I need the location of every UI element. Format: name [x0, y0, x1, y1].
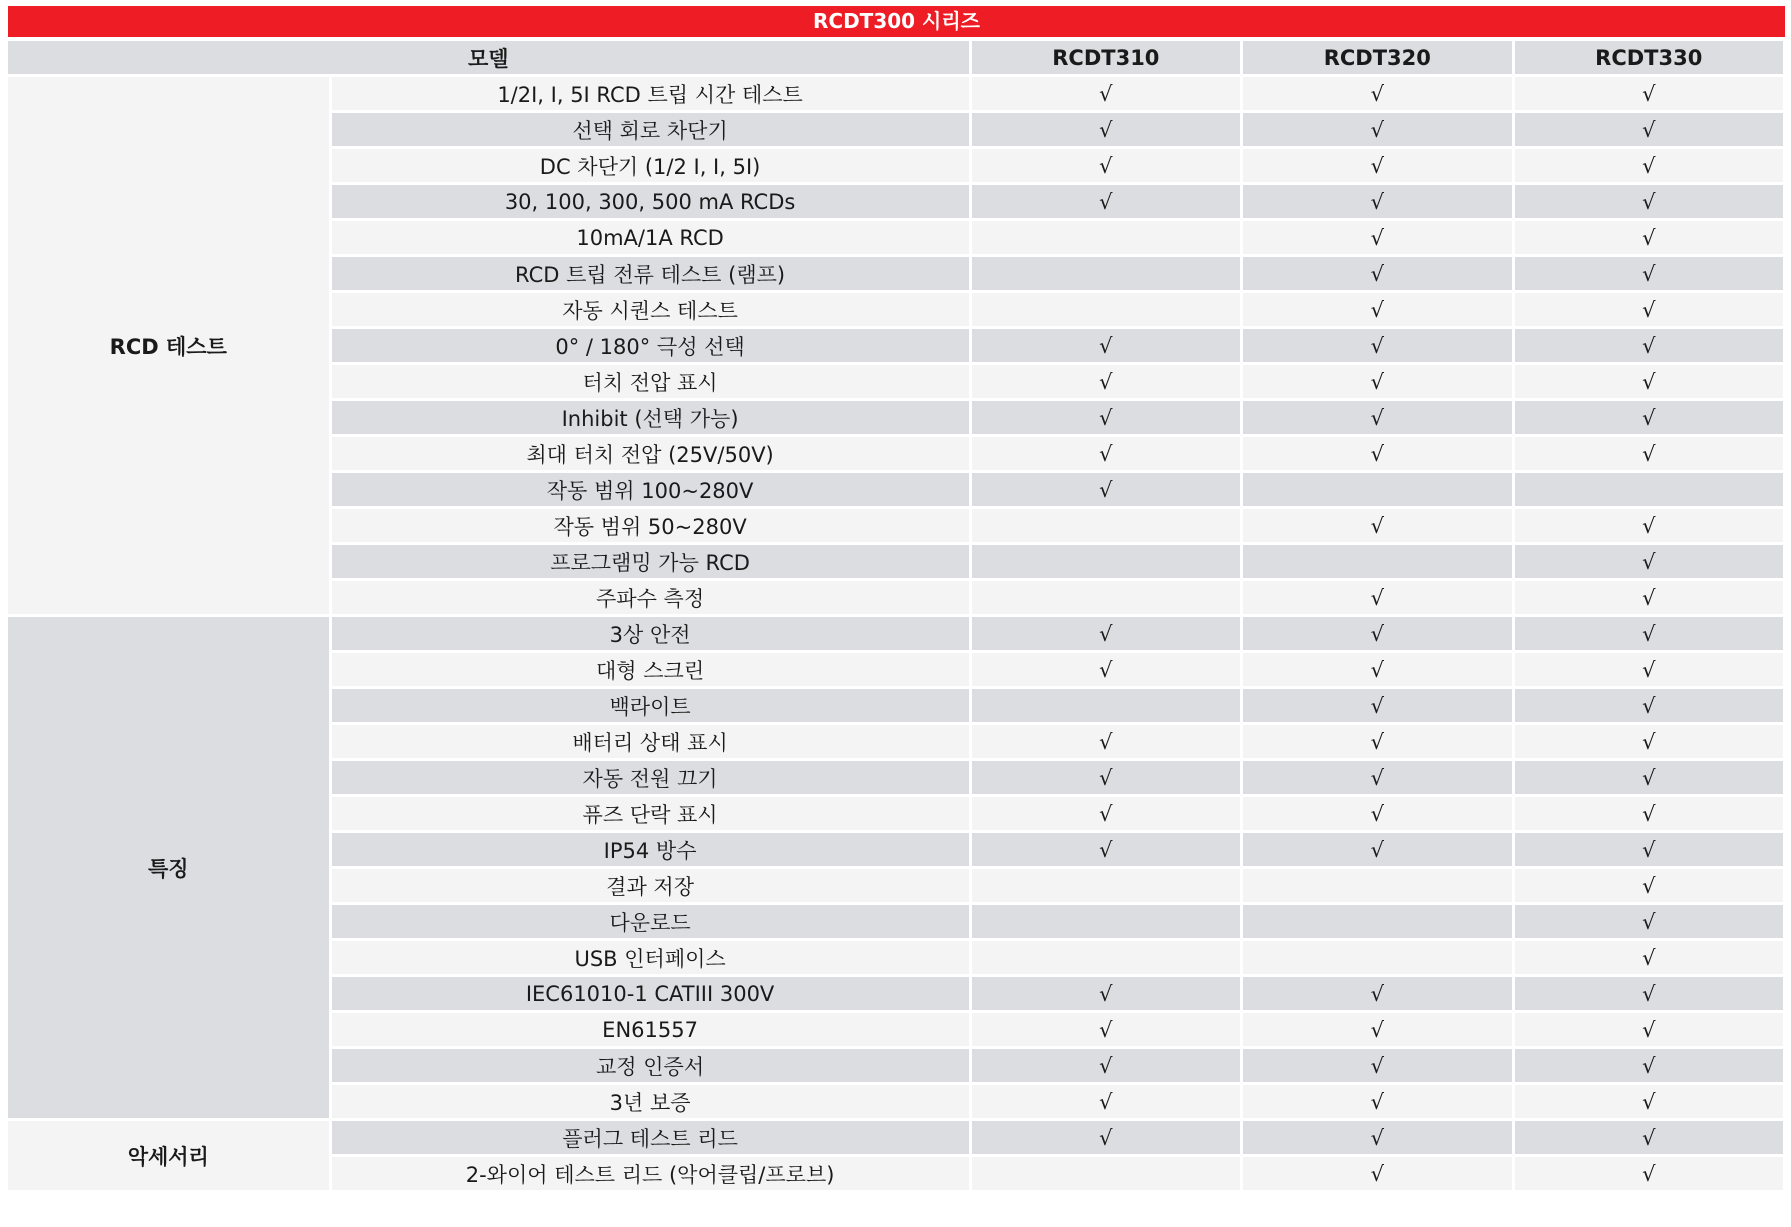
- check-mark: √: [1243, 221, 1511, 254]
- feature-cell: 1/2I, I, 5I RCD 트립 시간 테스트: [332, 77, 969, 110]
- check-mark: √: [1243, 509, 1511, 542]
- series-title: RCDT300 시리즈: [8, 6, 1785, 37]
- check-mark: √: [972, 185, 1240, 218]
- check-mark: √: [1515, 257, 1783, 290]
- check-mark: √: [1243, 1085, 1511, 1118]
- check-mark: √: [1243, 1013, 1511, 1046]
- empty-cell: [1243, 941, 1511, 974]
- feature-cell: 3년 보증: [332, 1085, 969, 1118]
- check-mark: √: [1515, 653, 1783, 686]
- check-mark: √: [972, 1013, 1240, 1046]
- check-mark: √: [972, 77, 1240, 110]
- check-mark: √: [1515, 581, 1783, 614]
- model-header: RCDT330: [1515, 41, 1783, 74]
- check-mark: √: [1515, 617, 1783, 650]
- check-mark: √: [1243, 437, 1511, 470]
- table-body: [8, 77, 1783, 1190]
- check-mark: √: [1515, 977, 1783, 1010]
- feature-cell: 최대 터치 전압 (25V/50V): [332, 437, 969, 470]
- table-row: [8, 617, 1783, 650]
- header-row: [8, 41, 1783, 74]
- check-mark: √: [1243, 725, 1511, 758]
- comparison-table: [5, 38, 1786, 1193]
- feature-cell: 결과 저장: [332, 869, 969, 902]
- empty-cell: [972, 941, 1240, 974]
- check-mark: √: [972, 653, 1240, 686]
- feature-cell: 퓨즈 단락 표시: [332, 797, 969, 830]
- check-mark: √: [1515, 905, 1783, 938]
- feature-cell: DC 차단기 (1/2 I, I, 5I): [332, 149, 969, 182]
- check-mark: √: [1243, 401, 1511, 434]
- check-mark: √: [1243, 113, 1511, 146]
- empty-cell: [972, 869, 1240, 902]
- table-row: [8, 1121, 1783, 1154]
- check-mark: √: [1243, 761, 1511, 794]
- check-mark: √: [1515, 365, 1783, 398]
- feature-cell: 2-와이어 테스트 리드 (악어클립/프로브): [332, 1157, 969, 1190]
- check-mark: √: [1243, 797, 1511, 830]
- feature-cell: USB 인터페이스: [332, 941, 969, 974]
- feature-cell: 주파수 측정: [332, 581, 969, 614]
- feature-cell: 프로그램밍 가능 RCD: [332, 545, 969, 578]
- feature-cell: 작동 범위 50~280V: [332, 509, 969, 542]
- feature-cell: 다운로드: [332, 905, 969, 938]
- check-mark: √: [972, 1121, 1240, 1154]
- model-header: RCDT310: [972, 41, 1240, 74]
- category-cell: 악세서리: [8, 1121, 329, 1190]
- feature-cell: IP54 방수: [332, 833, 969, 866]
- empty-cell: [1515, 473, 1783, 506]
- check-mark: √: [1515, 1049, 1783, 1082]
- check-mark: √: [972, 761, 1240, 794]
- feature-cell: 작동 범위 100~280V: [332, 473, 969, 506]
- check-mark: √: [1515, 833, 1783, 866]
- check-mark: √: [1243, 689, 1511, 722]
- check-mark: √: [1243, 185, 1511, 218]
- feature-cell: 터치 전압 표시: [332, 365, 969, 398]
- feature-cell: 0° / 180° 극성 선택: [332, 329, 969, 362]
- check-mark: √: [1243, 581, 1511, 614]
- check-mark: √: [1243, 1049, 1511, 1082]
- feature-cell: 30, 100, 300, 500 mA RCDs: [332, 185, 969, 218]
- check-mark: √: [1515, 509, 1783, 542]
- feature-cell: RCD 트립 전류 테스트 (램프): [332, 257, 969, 290]
- check-mark: √: [1243, 977, 1511, 1010]
- feature-cell: 플러그 테스트 리드: [332, 1121, 969, 1154]
- check-mark: √: [1515, 1121, 1783, 1154]
- empty-cell: [972, 689, 1240, 722]
- check-mark: √: [1243, 77, 1511, 110]
- check-mark: √: [972, 365, 1240, 398]
- check-mark: √: [1243, 833, 1511, 866]
- check-mark: √: [1515, 77, 1783, 110]
- check-mark: √: [1243, 1157, 1511, 1190]
- model-label: 모델: [8, 41, 969, 74]
- feature-cell: 교정 인증서: [332, 1049, 969, 1082]
- check-mark: √: [1515, 941, 1783, 974]
- feature-cell: 3상 안전: [332, 617, 969, 650]
- check-mark: √: [1515, 293, 1783, 326]
- check-mark: √: [972, 833, 1240, 866]
- empty-cell: [972, 905, 1240, 938]
- check-mark: √: [1515, 329, 1783, 362]
- check-mark: √: [1515, 149, 1783, 182]
- empty-cell: [972, 221, 1240, 254]
- check-mark: √: [1515, 869, 1783, 902]
- check-mark: √: [972, 113, 1240, 146]
- feature-cell: 10mA/1A RCD: [332, 221, 969, 254]
- feature-cell: 배터리 상태 표시: [332, 725, 969, 758]
- feature-cell: EN61557: [332, 1013, 969, 1046]
- check-mark: √: [972, 149, 1240, 182]
- check-mark: √: [972, 977, 1240, 1010]
- check-mark: √: [1515, 761, 1783, 794]
- feature-cell: Inhibit (선택 가능): [332, 401, 969, 434]
- check-mark: √: [1515, 221, 1783, 254]
- empty-cell: [972, 1157, 1240, 1190]
- check-mark: √: [1243, 365, 1511, 398]
- empty-cell: [972, 545, 1240, 578]
- check-mark: √: [1515, 545, 1783, 578]
- check-mark: √: [1243, 257, 1511, 290]
- check-mark: √: [1243, 617, 1511, 650]
- check-mark: √: [972, 617, 1240, 650]
- check-mark: √: [1515, 437, 1783, 470]
- empty-cell: [972, 257, 1240, 290]
- check-mark: √: [1243, 1121, 1511, 1154]
- check-mark: √: [1515, 1085, 1783, 1118]
- empty-cell: [1243, 905, 1511, 938]
- check-mark: √: [1515, 689, 1783, 722]
- table-row: [8, 77, 1783, 110]
- check-mark: √: [972, 725, 1240, 758]
- empty-cell: [1243, 869, 1511, 902]
- empty-cell: [972, 509, 1240, 542]
- feature-cell: 백라이트: [332, 689, 969, 722]
- check-mark: √: [972, 437, 1240, 470]
- check-mark: √: [972, 329, 1240, 362]
- empty-cell: [972, 581, 1240, 614]
- feature-cell: 선택 회로 차단기: [332, 113, 969, 146]
- check-mark: √: [1515, 1013, 1783, 1046]
- check-mark: √: [1515, 185, 1783, 218]
- check-mark: √: [1243, 293, 1511, 326]
- model-header: RCDT320: [1243, 41, 1511, 74]
- category-cell: RCD 테스트: [8, 77, 329, 614]
- check-mark: √: [972, 473, 1240, 506]
- feature-cell: 자동 시퀀스 테스트: [332, 293, 969, 326]
- check-mark: √: [972, 1085, 1240, 1118]
- check-mark: √: [1515, 113, 1783, 146]
- check-mark: √: [1515, 797, 1783, 830]
- check-mark: √: [1515, 401, 1783, 434]
- check-mark: √: [972, 797, 1240, 830]
- empty-cell: [972, 293, 1240, 326]
- check-mark: √: [1243, 329, 1511, 362]
- feature-cell: IEC61010-1 CATIII 300V: [332, 977, 969, 1010]
- check-mark: √: [1243, 653, 1511, 686]
- feature-cell: 자동 전원 끄기: [332, 761, 969, 794]
- check-mark: √: [972, 1049, 1240, 1082]
- check-mark: √: [1243, 149, 1511, 182]
- check-mark: √: [972, 401, 1240, 434]
- feature-cell: 대형 스크린: [332, 653, 969, 686]
- check-mark: √: [1515, 1157, 1783, 1190]
- category-cell: 특징: [8, 617, 329, 1118]
- empty-cell: [1243, 545, 1511, 578]
- empty-cell: [1243, 473, 1511, 506]
- check-mark: √: [1515, 725, 1783, 758]
